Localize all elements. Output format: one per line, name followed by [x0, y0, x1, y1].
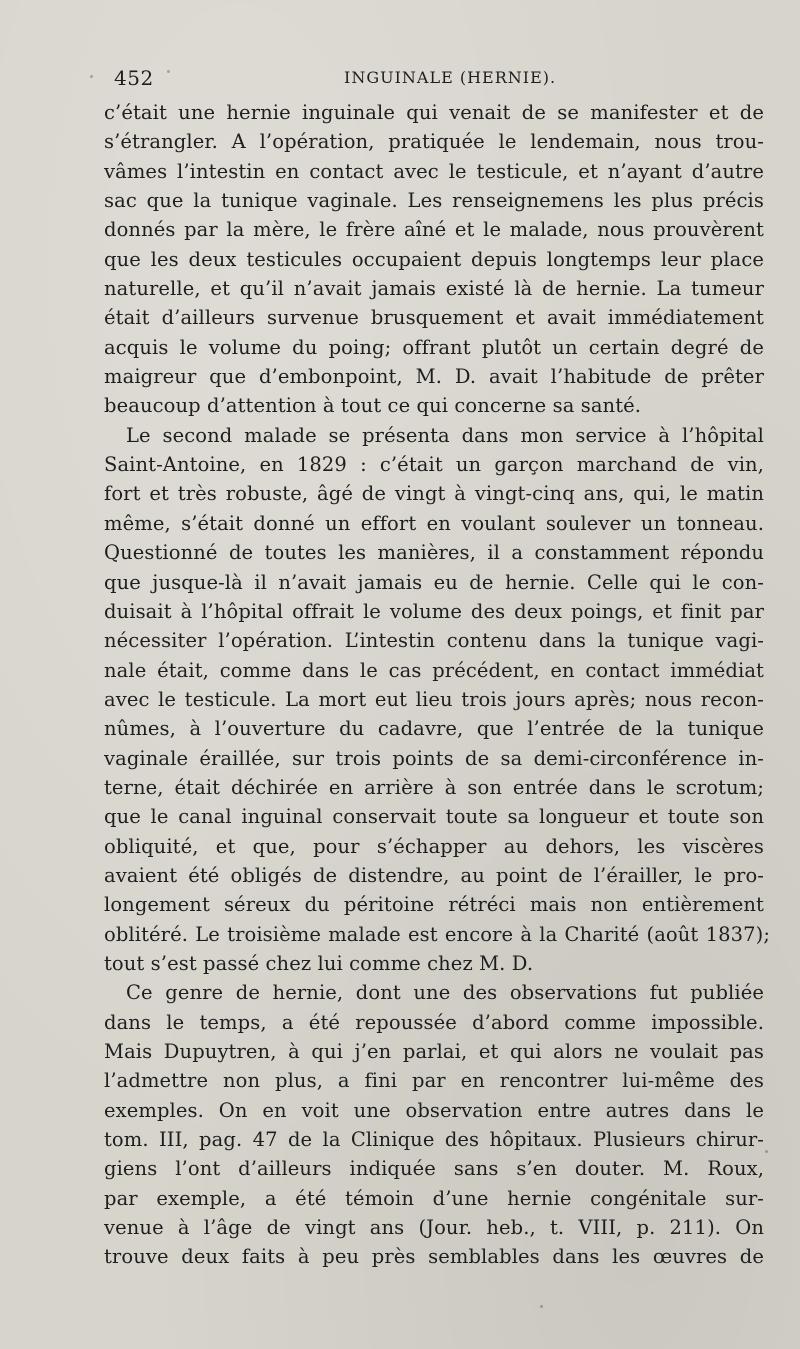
paper-speck: [167, 70, 170, 73]
text-line: l’admettre non plus, a fini par en rencontrer lui-même des: [104, 1069, 764, 1093]
paper-speck: [765, 1150, 768, 1153]
running-head: INGUINALE (HERNIE).: [344, 68, 557, 87]
page-number: 452: [114, 66, 154, 90]
text-line: avec le testicule. La mort eut lieu trois jours après; nous recon-: [104, 687, 764, 711]
text-line: giens l’ont d’ailleurs indiquée sans s’en douter. M. Roux,: [104, 1157, 764, 1181]
text-line: nécessiter l’opération. L’intestin contenu dans la tunique vagi-: [104, 629, 764, 653]
text-line: donnés par la mère, le frère aîné et le malade, nous prouvèrent: [104, 218, 764, 242]
page-header: [104, 66, 764, 96]
text-line: beaucoup d’attention à tout ce qui concerne sa santé.: [104, 394, 642, 418]
text-line: que les deux testicules occupaient depuis longtemps leur place: [104, 247, 764, 271]
text-line: oblitéré. Le troisième malade est encore à la Charité (août 1837);: [104, 922, 770, 946]
text-line: trouve deux faits à peu près semblables dans les œuvres de: [104, 1245, 764, 1269]
paragraph-start-line: Ce genre de hernie, dont une des observations fut publiée: [126, 981, 764, 1005]
text-line: duisait à l’hôpital offrait le volume des deux poings, et finit par: [104, 599, 764, 623]
text-line: dans le temps, a été repoussée d’abord comme impossible.: [104, 1010, 764, 1034]
text-line: longement séreux du péritoine rétréci mais non entièrement: [104, 893, 764, 917]
text-line: par exemple, a été témoin d’une hernie congénitale sur-: [104, 1186, 764, 1210]
text-line: c’était une hernie inguinale qui venait de se manifester et de: [104, 101, 764, 124]
text-line: nale était, comme dans le cas précédent, en contact immédiat: [104, 658, 764, 682]
text-line: que le canal inguinal conservait toute sa longueur et toute son: [104, 805, 764, 829]
text-line: fort et très robuste, âgé de vingt à vingt-cinq ans, qui, le matin: [104, 482, 764, 506]
text-line: maigreur que d’embonpoint, M. D. avait l’habitude de prêter: [104, 365, 764, 389]
text-line: obliquité, et que, pour s’échapper au dehors, les viscères: [104, 834, 764, 858]
text-line: tom. III, pag. 47 de la Clinique des hôpitaux. Plusieurs chirur-: [104, 1128, 764, 1152]
text-line: acquis le volume du poing; offrant plutôt un certain degré de: [104, 335, 764, 359]
text-line: sac que la tunique vaginale. Les renseignemens les plus précis: [104, 189, 764, 213]
text-line: exemples. On en voit une observation entre autres dans le: [104, 1098, 764, 1122]
paper-speck: [540, 1305, 543, 1308]
paragraph-start-line: Le second malade se présenta dans mon service à l’hôpital: [126, 423, 764, 447]
text-line: naturelle, et qu’il n’avait jamais existé là de hernie. La tumeur: [104, 277, 764, 301]
text-line: Questionné de toutes les manières, il a constamment répondu: [104, 541, 764, 565]
text-line: vaginale éraillée, sur trois points de sa demi-circonférence in-: [104, 746, 764, 770]
text-line: Mais Dupuytren, à qui j’en parlai, et qui alors ne voulait pas: [104, 1040, 764, 1063]
text-line: tout s’est passé chez lui comme chez M. D.: [104, 951, 534, 975]
text-line: même, s’était donné un effort en voulant soulever un tonneau.: [104, 511, 764, 535]
text-line: vâmes l’intestin en contact avec le testicule, et n’ayant d’autre: [104, 159, 764, 183]
text-line: que jusque-là il n’avait jamais eu de hernie. Celle qui le con-: [104, 570, 764, 594]
paper-speck: [90, 75, 93, 78]
text-line: venue à l’âge de vingt ans (Jour. heb., t. VIII, p. 211). On: [104, 1216, 764, 1240]
body-text: [104, 98, 770, 1272]
text-line: terne, était déchirée en arrière à son entrée dans le scrotum;: [104, 775, 764, 799]
text-line: Saint-Antoine, en 1829 : c’était un garçon marchand de vin,: [104, 453, 764, 477]
text-line: avaient été obligés de distendre, au point de l’érailler, le pro-: [104, 863, 764, 887]
text-line: était d’ailleurs survenue brusquement et avait immédiatement: [104, 306, 764, 330]
text-line: s’étrangler. A l’opération, pratiquée le lendemain, nous trou-: [104, 130, 764, 154]
text-line: nûmes, à l’ouverture du cadavre, que l’entrée de la tunique: [104, 717, 764, 741]
